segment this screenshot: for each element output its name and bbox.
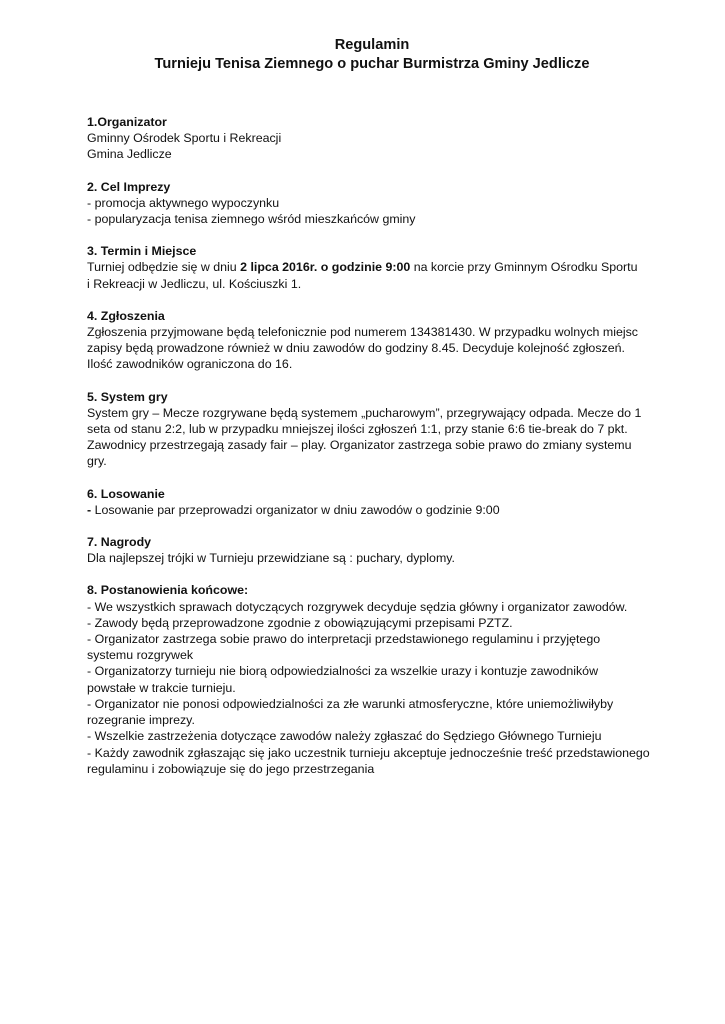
section-heading: 2. Cel Imprezy: [87, 179, 171, 194]
section-line: - Organizatorzy turnieju nie biorą odpowiedzialności za wszelkie urazy i kontuzje zawodników: [87, 664, 599, 679]
section-heading: 6. Losowanie: [87, 486, 165, 501]
section-heading: 3. Termin i Miejsce: [87, 244, 197, 259]
section-line: Zawodnicy przestrzegają zasady fair – play. Organizator zastrzega sobie prawo do zmiany systemu: [87, 438, 632, 453]
section-line: [87, 502, 657, 518]
section-line: zapisy będą prowadzone również w dniu zawodów do godziny 8.45. Decyduje kolejność zgłoszeń.: [87, 341, 625, 356]
section-heading: 5. System gry: [87, 389, 168, 404]
section-line: - Organizator zastrzega sobie prawo do interpretacji przedstawionego regulaminu i przyjętego: [87, 632, 601, 647]
section-line: rozegranie imprezy.: [87, 713, 195, 728]
section-game-system: [87, 389, 657, 470]
section-goal: [87, 179, 657, 228]
section-final-provisions: [87, 582, 657, 776]
section-line: gry.: [87, 454, 107, 469]
section-line: - popularyzacja tenisa ziemnego wśród mieszkańców gminy: [87, 212, 416, 227]
text-run: Losowanie par przeprowadzi organizator w dniu zawodów o godzinie 9:00: [91, 502, 500, 517]
section-draw: [87, 486, 657, 518]
title-line-2: Turnieju Tenisa Ziemnego o puchar Burmistrza Gminy Jedlicze: [154, 56, 590, 72]
bullet-dash: -: [87, 502, 92, 517]
document-page: [87, 36, 657, 793]
section-line: systemu rozgrywek: [87, 648, 194, 663]
section-line: System gry – Mecze rozgrywane będą systemem „pucharowym”, przegrywający odpada. Mecze do 1: [87, 405, 642, 420]
section-line: regulaminu i zobowiązuje się do jego przestrzegania: [87, 761, 375, 776]
section-line: powstałe w trakcie turnieju.: [87, 680, 236, 695]
document-title: [87, 36, 657, 74]
section-line: Dla najlepszej trójki w Turnieju przewidziane są : puchary, dyplomy.: [87, 551, 455, 566]
title-line-1: Regulamin: [334, 37, 410, 53]
section-heading: 4. Zgłoszenia: [87, 308, 165, 323]
section-line: [87, 259, 657, 275]
text-run: Turniej odbędzie się w dniu: [87, 260, 241, 275]
section-heading: 1.Organizator: [87, 115, 167, 129]
section-line: Ilość zawodników ograniczona do 16.: [87, 357, 293, 372]
section-line: - Zawody będą przeprowadzone zgodnie z obowiązującymi przepisami PZTZ.: [87, 615, 513, 630]
section-heading: 7. Nagrody: [87, 535, 152, 550]
section-line: - promocja aktywnego wypoczynku: [87, 195, 280, 210]
section-line: Gmina Jedlicze: [87, 147, 172, 162]
section-line: - Organizator nie ponosi odpowiedzialności za złe warunki atmosferyczne, które uniemożliwiłyby: [87, 696, 614, 711]
section-registration: [87, 308, 657, 373]
section-line: - We wszystkich sprawach dotyczących rozgrywek decyduje sędzia główny i organizator zawodów.: [87, 599, 628, 614]
event-date: 2 lipca 2016r.: [240, 260, 318, 275]
section-prizes: [87, 534, 657, 566]
section-organizer: [87, 114, 657, 163]
event-time: o godzinie 9:00: [320, 260, 411, 275]
section-line: seta od stanu 2:2, lub w przypadku mniejszej ilości zgłoszeń 1:1, przy stanie 6:6 tie-break do 7 pkt.: [87, 422, 628, 437]
section-line: Zgłoszenia przyjmowane będą telefonicznie pod numerem 134381430. W przypadku wolnych miejsc: [87, 325, 638, 340]
section-line: - Wszelkie zastrzeżenia dotyczące zawodów należy zgłaszać do Sędziego Głównego Turnieju: [87, 729, 602, 744]
section-line: - Każdy zawodnik zgłaszając się jako uczestnik turnieju akceptuje jednocześnie treść przedstawionego: [87, 745, 650, 760]
section-line: Gminny Ośrodek Sportu i Rekreacji: [87, 131, 282, 146]
section-line: i Rekreacji w Jedliczu, ul. Kościuszki 1.: [87, 276, 302, 291]
section-date-place: [87, 243, 657, 292]
section-heading: 8. Postanowienia końcowe:: [87, 583, 249, 598]
text-run: na korcie przy Gminnym Ośrodku Sportu: [410, 260, 638, 275]
